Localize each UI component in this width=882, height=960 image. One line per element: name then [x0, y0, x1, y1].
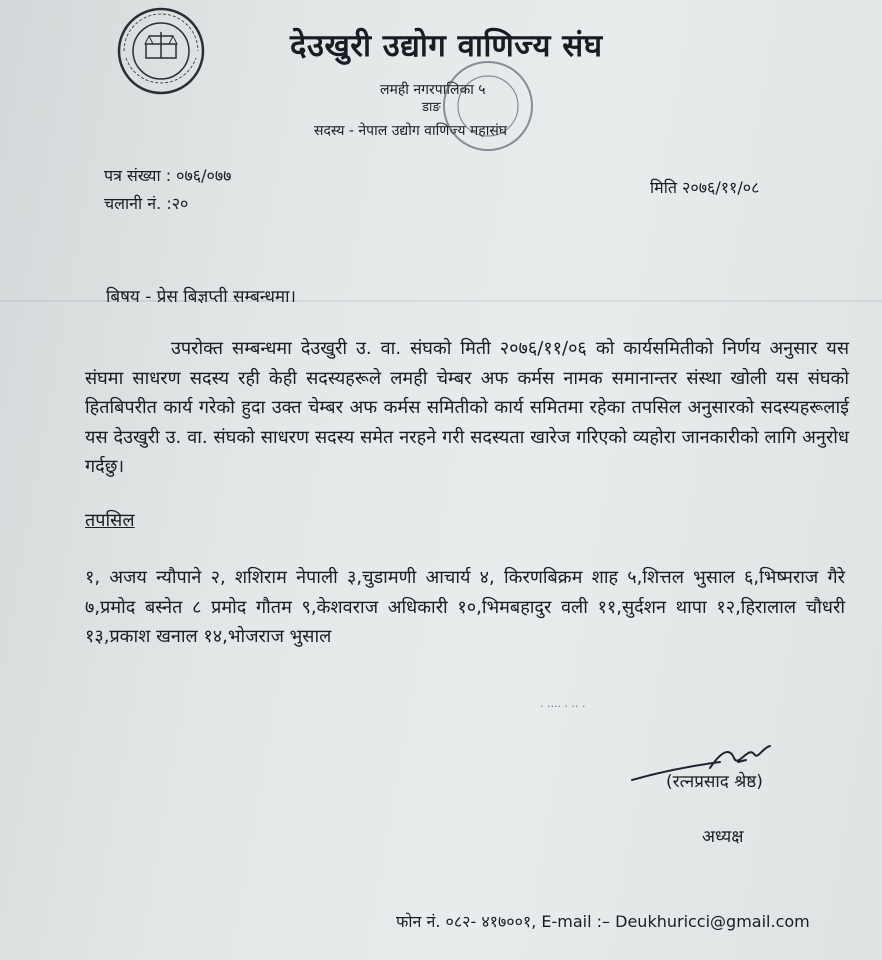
organization-ward: डाङ	[422, 100, 441, 115]
contact-footer: फोन नं. ०८२- ४१७००१, E-mail :– Deukhuricci@gmail.com	[396, 912, 810, 931]
tapsil-heading: तपसिल	[85, 510, 135, 531]
organization-name: देउखुरी उद्योग वाणिज्य संघ	[290, 28, 603, 64]
letter-number: पत्र संख्या : ०७६/०७७	[104, 166, 232, 185]
organization-seal-icon	[116, 6, 206, 96]
letter-subject: बिषय - प्रेस बिज्ञप्ती सम्बन्धमा।	[106, 287, 296, 307]
members-list: १, अजय न्यौपाने २, शशिराम नेपाली ३,चुडामणी आचार्य ४, किरणबिक्रम शाह ५,शित्तल भुसाल ६,भिष्मराज गैरे ७,प्रमोद बस्नेत ८ प्रमोद गौतम ९,केशवराज अधिकारी १०,भिमबहादुर वली ११,सुर्दशन थापा १२,हिरालाल चौधरी १३,प्रकाश खनाल १४,भोजराज भुसाल	[85, 567, 845, 647]
letter-body-text: उपरोक्त सम्बन्धमा देउखुरी उ. वा. संघको मिती २०७६/११/०६ को कार्यसमितीको निर्णय अनुसार यस संघमा साधरण सदस्य रही केही सदस्यहरूले लमही चेम्बर अफ कर्मस नामक समानान्तर संस्था खोली यस संघको हितबिपरीत कार्य गरेको हुदा उक्त चेम्बर अफ कर्मस समितीको कार्य समितमा रहेका तपसिल अनुसारको सदस्यहरूलाई यस देउखुरी उ. वा. संघको साधरण सदस्य समेत नरहने गरी सदस्यता खारेज गरिएको व्यहोरा जानकारीको लागि अनुरोध गर्दछु।	[85, 338, 849, 477]
signatory-title: अध्यक्ष	[702, 827, 744, 847]
membership-line: सदस्य - नेपाल उद्योग वाणिज्य महासंघ	[314, 123, 508, 139]
smudge-mark: · ···· · ·· ·	[540, 700, 586, 713]
letter-body	[85, 334, 849, 482]
letter-date: मिति २०७६/११/०८	[650, 178, 760, 197]
organization-address: लमही नगरपालिका ५	[380, 82, 486, 98]
signatory-name: (रत्नप्रसाद श्रेष्ठ)	[666, 772, 763, 792]
dispatch-number: चलानी नं. :२०	[104, 194, 189, 213]
office-stamp-icon	[440, 58, 536, 154]
